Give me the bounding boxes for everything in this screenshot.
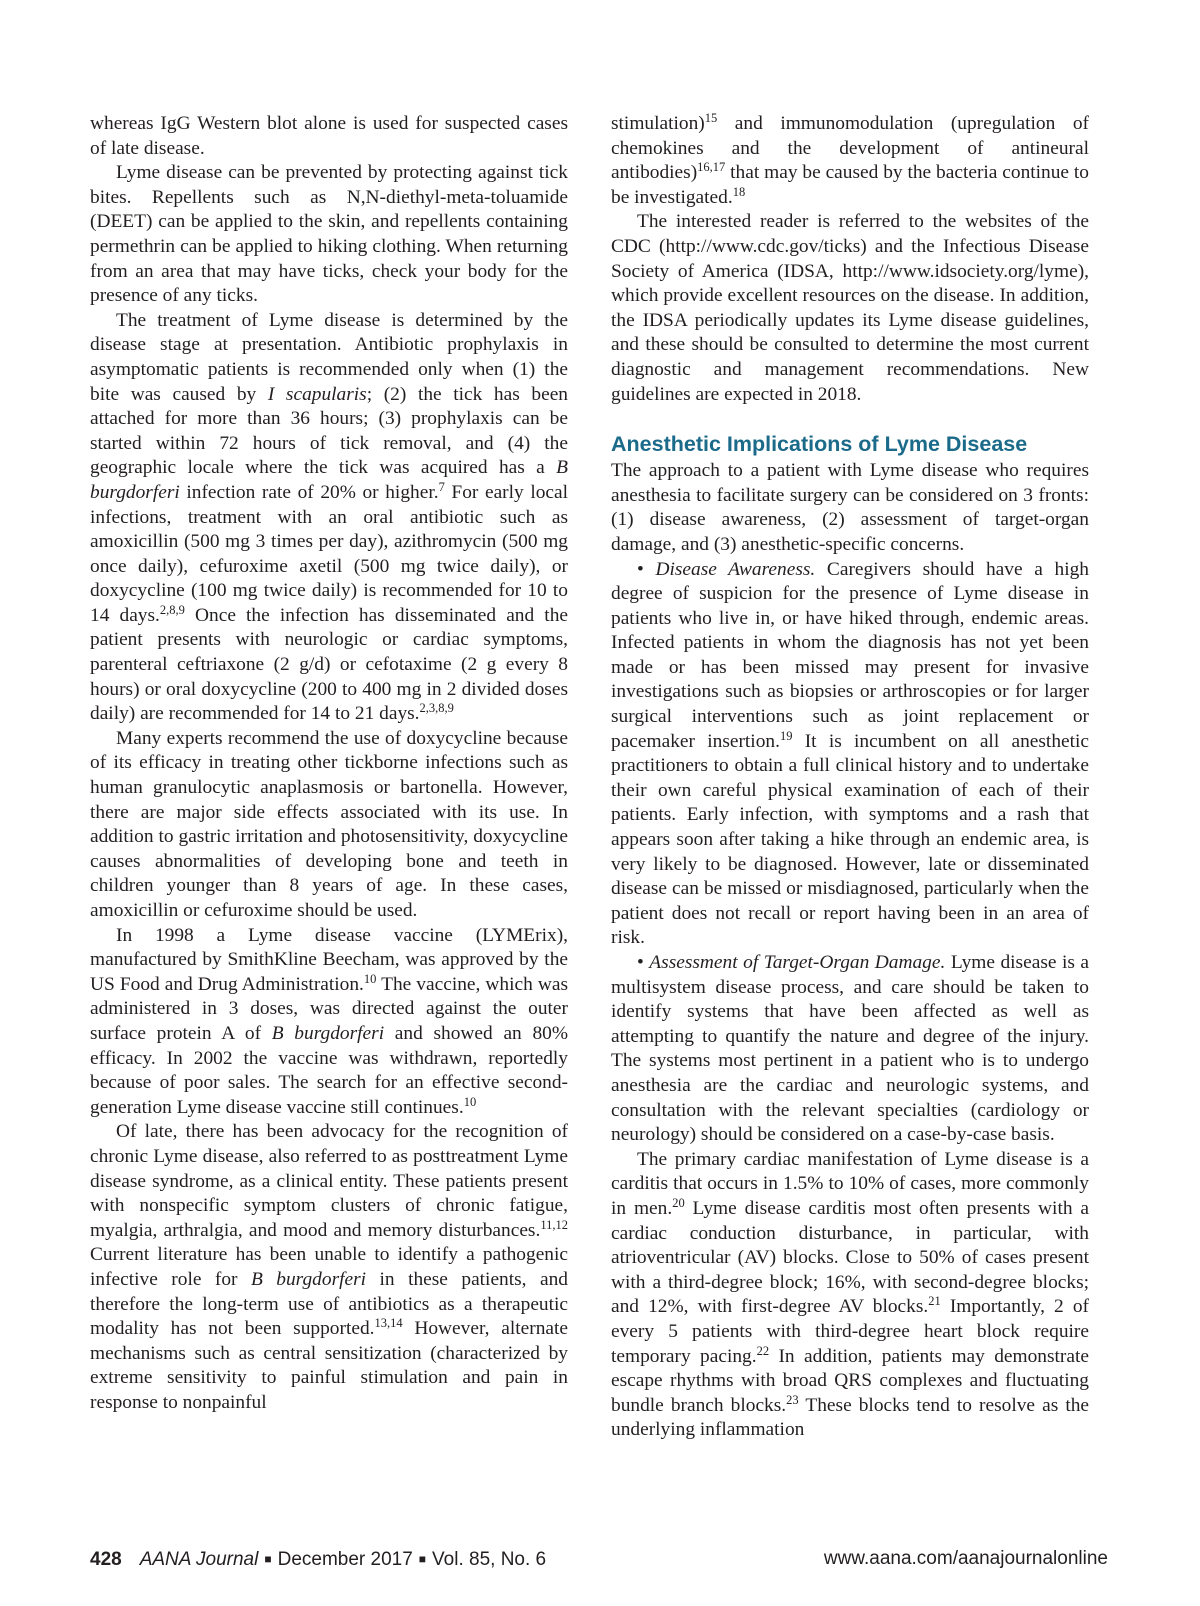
citation-superscript: 15 [704, 111, 718, 125]
journal-url: www.aana.com/aanajournalonline [823, 1548, 1108, 1569]
text-run: The primary cardiac manifestation of Lyme disease is a carditis that occurs in 1.5% to 10% of cases, more commonly in men. [611, 1148, 1089, 1219]
citation-superscript: 7 [438, 479, 445, 494]
body-paragraph [611, 112, 1089, 210]
footer-separator: ■ [264, 1552, 272, 1566]
body-paragraph [90, 309, 568, 727]
text-run: Lyme disease can be prevented by protecting against tick bites. Repellents such as N,N-diethyl-meta-toluamide (DEET) can be applied to the skin, and repellents containing permethrin can be applied to hiking clothing. When returning from an area that may have ticks, check your body for the presence of any ticks. [90, 162, 568, 307]
italic-term: B burgdorferi [271, 1022, 385, 1044]
text-run: Once the infection has disseminated and the patient presents with neurologic or cardiac symptoms, parenteral ceftriaxone (2 g/d) or cefotaxime (2 g every 8 hours) or oral doxycycline (200 to 400 mg in 2 divided doses daily) are recommended for 14 to 21 days. [90, 604, 568, 725]
right-column-section-body [611, 459, 1089, 1443]
citation-superscript: 20 [672, 1195, 685, 1210]
text-run: Lyme disease carditis most often presents with a cardiac conduction disturbance, in particular, with atrioventricular (AV) blocks. Close to 50% of cases present with a third-degree block; 16%, with second-degree blocks; and 12%, with first-degree AV blocks. [611, 1197, 1089, 1318]
text-run: The approach to a patient with Lyme disease who requires anesthesia to facilitate surgery can be considered on 3 fronts: (1) disease awareness, (2) assessment of target-organ damage, and (3) anesthetic-specific concerns. [611, 460, 1089, 555]
text-run: Lyme disease is a multisystem disease process, and care should be taken to identify systems that have been affected as well as attempting to quantify the nature and degree of the injury. The systems most pertinent in a patient who is to undergo anesthesia are the cardiac and neurologic systems, and consultation with the relevant specialties (cardiology or neurology) should be considered on a case-by-case basis. [611, 952, 1089, 1146]
body-paragraph [611, 1148, 1089, 1443]
citation-superscript: 2,8,9 [159, 602, 185, 617]
text-run: These blocks tend to resolve as the underlying inflammation [611, 1394, 1090, 1441]
citation-superscript: 10 [363, 971, 377, 986]
right-column [611, 112, 1089, 1443]
volume-issue: Vol. 85, No. 6 [432, 1549, 547, 1570]
citation-superscript: 2,3,8,9 [419, 701, 454, 716]
citation-superscript: 13,14 [374, 1316, 403, 1331]
italic-term: B burgdorferi [250, 1268, 367, 1290]
text-run: infection rate of 20% or higher. [179, 481, 439, 503]
body-paragraph [90, 161, 568, 309]
text-run: In addition, patients may demonstrate escape rhythms with broad QRS complexes and fluctuating bundle branch blocks. [611, 1345, 1089, 1416]
bullet-lead-term: Assessment of Target-Organ Damage. [649, 952, 946, 973]
citation-superscript: 18 [732, 184, 746, 199]
text-run: stimulation) [611, 113, 705, 134]
text-run: The vaccine, which was administered in 3 doses, was directed against the outer surface protein A of [90, 973, 568, 1044]
italic-term: B burgdorferi [90, 457, 568, 503]
body-paragraph [90, 924, 568, 1121]
text-run: For early local infections, treatment with an oral antibiotic such as amoxicillin (500 mg 3 times per day), azithromycin (500 mg once daily), cefuroxime axetil (500 mg twice daily), or doxycycline (100 mg twice daily) is recommended for 10 to 14 days. [90, 481, 568, 626]
text-run: whereas IgG Western blot alone is used for suspected cases of late disease. [90, 113, 568, 159]
body-paragraph [90, 112, 568, 161]
citation-superscript: 21 [928, 1294, 941, 1309]
body-paragraph [90, 1120, 568, 1415]
citation-superscript: 16,17 [697, 160, 726, 175]
text-run: • [637, 952, 650, 973]
right-column-intro [611, 112, 1089, 407]
section-heading: Anesthetic Implications of Lyme Disease [611, 432, 1028, 457]
text-run: and immunomodulation (upregulation of chemokines and the development of antineural antibodies) [611, 113, 1089, 184]
journal-name: AANA Journal [139, 1549, 259, 1570]
text-run: in these patients, and therefore the long-term use of antibiotics as a therapeutic modality has not been supported. [90, 1268, 568, 1340]
citation-superscript: 22 [756, 1343, 770, 1358]
italic-term: I scapularis [267, 383, 367, 405]
text-run: and showed an 80% efficacy. In 2002 the vaccine was withdrawn, reportedly because of poor sales. The search for an effective second-generation Lyme disease vaccine still continues. [90, 1022, 568, 1118]
text-run: ; (2) the tick has been attached for more than 36 hours; (3) prophylaxis can be started within 72 hours of tick removal, and (4) the geographic locale where the tick was acquired has a [90, 383, 568, 479]
body-paragraph [90, 727, 568, 924]
citation-superscript: 19 [779, 728, 793, 743]
body-paragraph [611, 951, 1089, 1148]
text-run: Many experts recommend the use of doxycycline because of its efficacy in treating other tickborne infections such as human granulocytic anaplasmosis or bartonella. However, there are major side effects associated with its use. In addition to gastric irritation and photosensitivity, doxycycline causes abnormalities of developing bone and teeth in children younger than 8 years of age. In these cases, amoxicillin or cefuroxime should be used. [90, 727, 568, 921]
issue-date: December 2017 [277, 1549, 413, 1570]
citation-superscript: 10 [463, 1094, 477, 1109]
text-run: • [637, 558, 656, 580]
text-run: that may be caused by the bacteria continue to be investigated. [611, 162, 1089, 208]
text-run: Of late, there has been advocacy for the recognition of chronic Lyme disease, also referred to as posttreatment Lyme disease syndrome, as a clinical entity. These patients present with nonspecific symptom clusters of chronic fatigue, myalgia, arthralgia, and mood and memory disturbances. [90, 1121, 568, 1241]
page-number: 428 [90, 1549, 122, 1570]
footer-separator: ■ [418, 1552, 427, 1566]
body-paragraph [611, 459, 1089, 557]
left-column [90, 112, 568, 1415]
text-run: Importantly, 2 of every 5 patients with third-degree heart block require temporary pacing. [611, 1296, 1089, 1367]
text-run: The treatment of Lyme disease is determined by the disease stage at presentation. Antibiotic prophylaxis in asymptomatic patients is recommended only when (1) the bite was caused by [90, 309, 568, 405]
text-run: However, alternate mechanisms such as central sensitization (characterized by extreme sensitivity to painful stimulation and pain in response to nonpainful [90, 1318, 568, 1413]
citation-superscript: 23 [786, 1392, 799, 1407]
text-run: The interested reader is referred to the websites of the CDC (http://www.cdc.gov/ticks) and the Infectious Disease Society of America (IDSA, http://www.idsociety.org/lyme), which provide excellent resources on the disease. In addition, the IDSA periodically updates its Lyme disease guidelines, and these should be consulted to determine the most current diagnostic and management recommendations. New guidelines are expected in 2018. [611, 211, 1089, 405]
bullet-lead-term: Disease Awareness. [655, 558, 816, 580]
text-run: In 1998 a Lyme disease vaccine (LYMErix), manufactured by SmithKline Beecham, was approved by the US Food and Drug Administration. [90, 924, 568, 995]
body-paragraph [611, 558, 1089, 952]
text-run: Caregivers should have a high degree of suspicion for the presence of Lyme disease in patients who live in, or have hiked through, endemic areas. Infected patients in whom the diagnosis has not yet been made or has been missed may present for invasive investigations such as biopsies or arthroscopies or for larger surgical interventions such as joint replacement or pacemaker insertion. [611, 558, 1090, 752]
text-run: It is incumbent on all anesthetic practitioners to obtain a full clinical history and to undertake their own careful physical examination of each of their patients. Early infection, with symptoms and a rash that appears soon after taking a hike through an endemic area, is very likely to be diagnosed. However, late or disseminated disease can be missed or misdiagnosed, particularly when the patient does not recall or report having been in an area of risk. [611, 730, 1089, 949]
citation-superscript: 11,12 [540, 1217, 568, 1232]
page-footer [90, 1547, 1108, 1571]
body-paragraph [611, 210, 1089, 407]
text-run: Current literature has been unable to identify a pathogenic infective role for [90, 1244, 568, 1290]
